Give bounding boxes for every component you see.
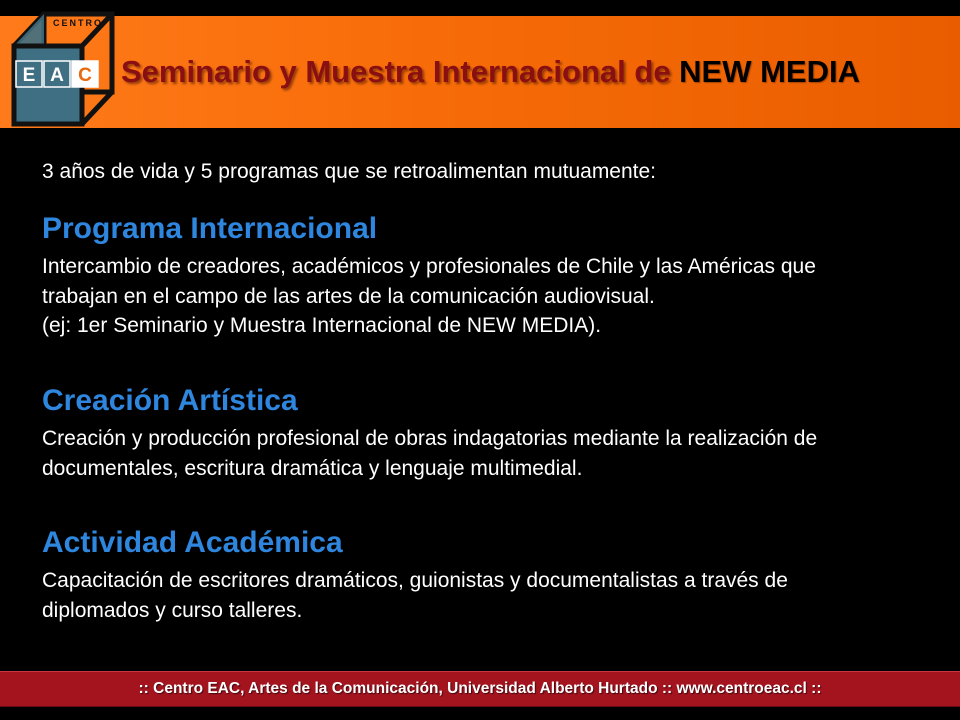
section-title-actividad-academica: Actividad Académica — [42, 526, 343, 559]
logo-letter-c: C — [78, 65, 92, 86]
title-main: Seminario y Muestra Internacional de — [121, 54, 680, 89]
logo-cube-edge — [82, 92, 112, 124]
section-body-creacion-artistica — [42, 424, 817, 483]
footer-bar — [0, 671, 960, 707]
section-line: trabajan en el campo de las artes de la comunicación audiovisual. — [42, 284, 655, 308]
section-body-programa-internacional — [42, 252, 816, 341]
logo-letter-a: A — [50, 65, 64, 86]
section-line: documentales, escritura dramática y lenguaje multimedial. — [42, 456, 583, 480]
section-line: Creación y producción profesional de obras indagatorias mediante la realización de — [42, 427, 818, 450]
section-title-programa-internacional: Programa Internacional — [42, 212, 378, 245]
page-title — [121, 54, 860, 90]
logo-letter-e: E — [22, 65, 36, 86]
section-line: (ej: 1er Seminario y Muestra Internacional de NEW MEDIA). — [42, 314, 602, 337]
eac-logo — [10, 10, 116, 128]
section-line: diplomados y curso talleres. — [42, 598, 303, 622]
section-line: Capacitación de escritores dramáticos, guionistas y documentalistas a través de — [42, 569, 788, 592]
section-line: Intercambio de creadores, académicos y profesionales de Chile y las Américas que — [42, 255, 816, 278]
intro-text: 3 años de vida y 5 programas que se retroalimentan mutuamente: — [42, 160, 657, 183]
section-body-actividad-academica — [42, 566, 788, 625]
section-title-creacion-artistica: Creación Artística — [42, 384, 298, 417]
footer-text: :: Centro EAC, Artes de la Comunicación, Universidad Alberto Hurtado :: www.centroeac.cl :: — [138, 680, 822, 697]
title-emphasis: NEW MEDIA — [679, 54, 860, 89]
logo-top-text: CENTRO — [53, 18, 103, 28]
